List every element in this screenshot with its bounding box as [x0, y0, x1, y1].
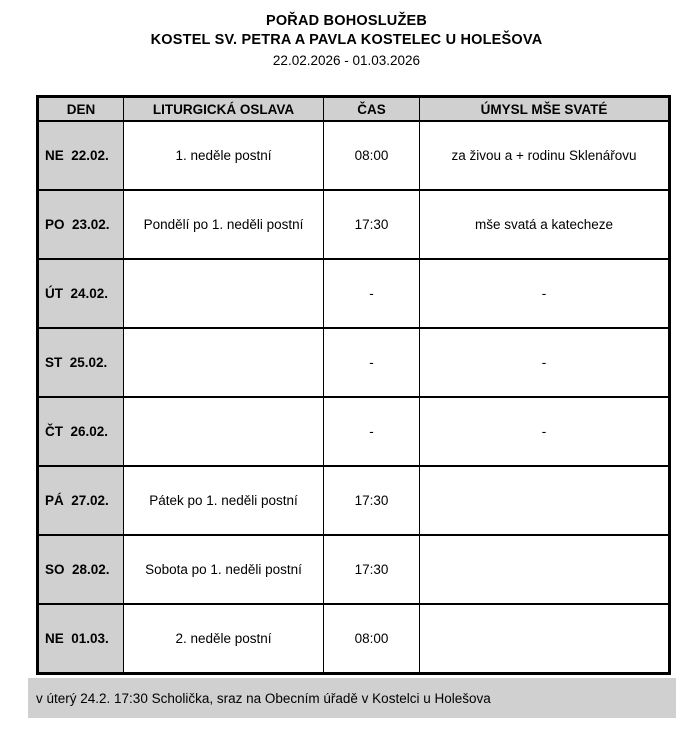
day-cell: ČT 26.02. [38, 397, 124, 466]
intention-cell: - [420, 328, 670, 397]
intention-cell: - [420, 397, 670, 466]
day-cell: NE 01.03. [38, 604, 124, 674]
table-header-row [38, 97, 670, 122]
page-header [0, 0, 693, 71]
celebration-cell [124, 328, 324, 397]
day-cell: PÁ 27.02. [38, 466, 124, 535]
column-header-umysl: ÚMYSL MŠE SVATÉ [420, 97, 670, 122]
announcement-note [28, 678, 676, 718]
table-row [38, 397, 670, 466]
time-cell: 08:00 [324, 121, 420, 190]
celebration-cell [124, 259, 324, 328]
time-cell: 17:30 [324, 466, 420, 535]
intention-cell: - [420, 259, 670, 328]
day-cell: ÚT 24.02. [38, 259, 124, 328]
day-cell: NE 22.02. [38, 121, 124, 190]
church-name: KOSTEL SV. PETRA A PAVLA KOSTELEC U HOLEŠOVA [150, 32, 543, 48]
column-header-cas: ČAS [324, 97, 420, 122]
celebration-cell [124, 397, 324, 466]
day-cell: SO 28.02. [38, 535, 124, 604]
celebration-cell: 2. neděle postní [124, 604, 324, 674]
celebration-cell: Sobota po 1. neděli postní [124, 535, 324, 604]
intention-cell: za živou a + rodinu Sklenářovu [420, 121, 670, 190]
announcement-note-text: v úterý 24.2. 17:30 Scholička, sraz na Obecním úřadě v Kostelci u Holešova [36, 690, 491, 706]
intention-cell [420, 604, 670, 674]
column-header-den: DEN [38, 97, 124, 122]
column-header-liturgicka-oslava: LITURGICKÁ OSLAVA [124, 97, 324, 122]
celebration-cell: Pátek po 1. neděli postní [124, 466, 324, 535]
page-title: POŘAD BOHOSLUŽEB [265, 13, 428, 29]
time-cell: - [324, 259, 420, 328]
celebration-cell: Pondělí po 1. neděli postní [124, 190, 324, 259]
time-cell: - [324, 328, 420, 397]
intention-cell: mše svatá a katecheze [420, 190, 670, 259]
intention-cell [420, 466, 670, 535]
table-row [38, 604, 670, 674]
date-range: 22.02.2026 - 01.03.2026 [272, 53, 421, 68]
time-cell: 08:00 [324, 604, 420, 674]
table-row [38, 121, 670, 190]
time-cell: 17:30 [324, 535, 420, 604]
time-cell: 17:30 [324, 190, 420, 259]
table-row [38, 328, 670, 397]
day-cell: PO 23.02. [38, 190, 124, 259]
time-cell: - [324, 397, 420, 466]
table-row [38, 535, 670, 604]
table-row [38, 259, 670, 328]
day-cell: ST 25.02. [38, 328, 124, 397]
table-row [38, 466, 670, 535]
celebration-cell: 1. neděle postní [124, 121, 324, 190]
intention-cell [420, 535, 670, 604]
schedule-table [36, 95, 671, 675]
table-row [38, 190, 670, 259]
